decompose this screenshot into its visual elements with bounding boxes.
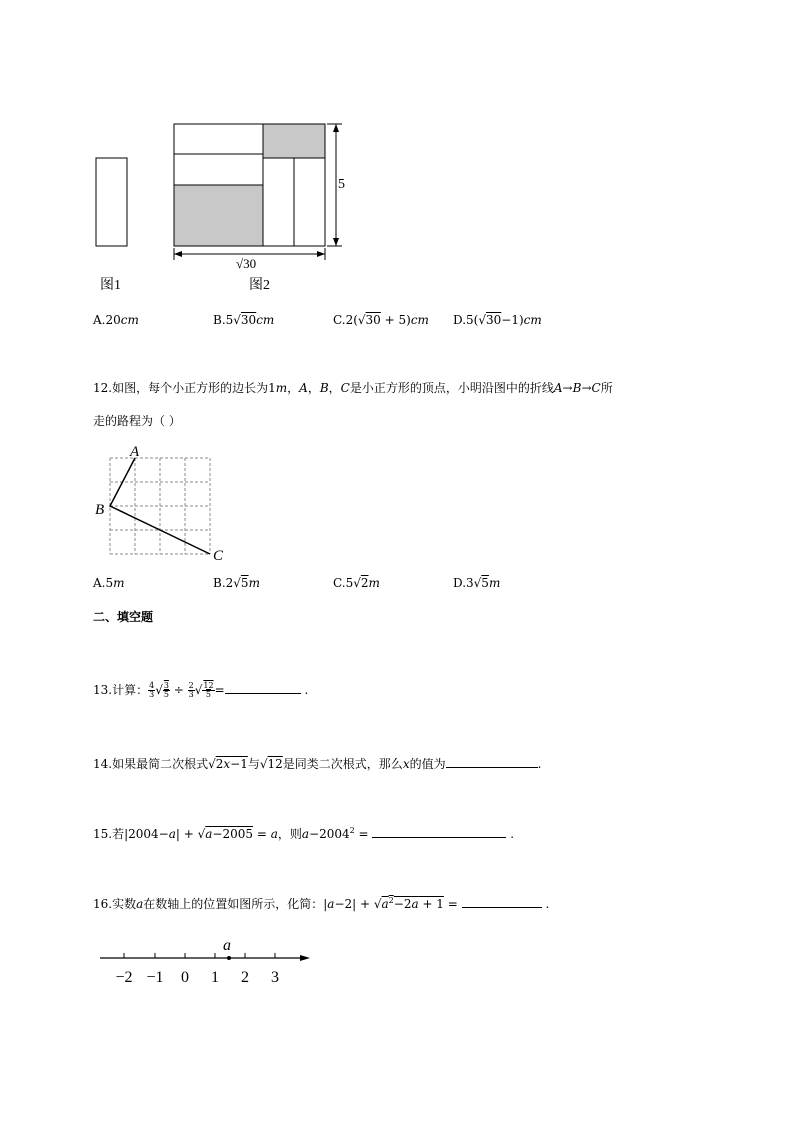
- tick-label: −1: [146, 969, 164, 986]
- q12-stem-line1: 12.如图，每个小正方形的边长为1m，A，B，C是小正方形的顶点，小明沿图中的折线A→B→C所: [93, 381, 613, 395]
- q11-option-b: B.5√30cm: [213, 313, 275, 327]
- fig2-gray-square-small: [263, 124, 325, 158]
- q11-option-a: A.20cm: [93, 313, 139, 327]
- q12-stem-line2: 走的路程为（ ）: [93, 414, 181, 428]
- label-c: C: [213, 548, 224, 564]
- tick-label: 0: [181, 969, 189, 986]
- q12-option-d: D.3√5m: [453, 576, 501, 590]
- number-line: [0, 930, 794, 990]
- tick-label: 1: [211, 969, 219, 986]
- q16: 16.实数a在数轴上的位置如图所示，化简：$|a-2| + √a^2-2a + 1$ = .: [93, 896, 550, 911]
- tick-label: 3: [271, 969, 279, 986]
- q12-option-a: A.5m: [93, 576, 125, 590]
- height-label: 5: [338, 177, 345, 192]
- q11-option-d: D.5(√30−1)cm: [453, 313, 542, 327]
- q13: 13.计算： $\frac{4}{3}$ √ $\frac{3}{5}$ ÷ $\frac{2}{3}$ √ $\frac{12}{5}$ = .: [93, 681, 309, 699]
- fig1-label: 图1: [100, 278, 121, 293]
- q11-option-c: C.2(√30 + 5)cm: [333, 313, 429, 327]
- tick-label: 2: [241, 969, 249, 986]
- label-a: A: [130, 444, 140, 460]
- q12-option-b: B.2√5m: [213, 576, 260, 590]
- figure-q11: [0, 0, 794, 300]
- fig2-gray-square-large: [174, 185, 263, 246]
- point-a-label: a: [223, 937, 231, 954]
- fig2-label: 图2: [249, 278, 270, 293]
- q14: 14.如果最简二次根式√2x−1与√12是同类二次根式，那么x的值为 .: [93, 757, 542, 771]
- point-a: [227, 956, 231, 960]
- fig1-rectangle: [96, 158, 127, 246]
- width-label: √30: [236, 256, 257, 271]
- label-b: B: [95, 502, 105, 518]
- q12-option-c: C.5√2m: [333, 576, 380, 590]
- tick-label: −2: [115, 969, 133, 986]
- figure-q12: [0, 430, 794, 570]
- section-title-fill-in: 二、填空题: [93, 610, 154, 624]
- q15: 15.若|2004−a| + √a−2005 = a，则$a-2004^2$ = .: [93, 826, 515, 841]
